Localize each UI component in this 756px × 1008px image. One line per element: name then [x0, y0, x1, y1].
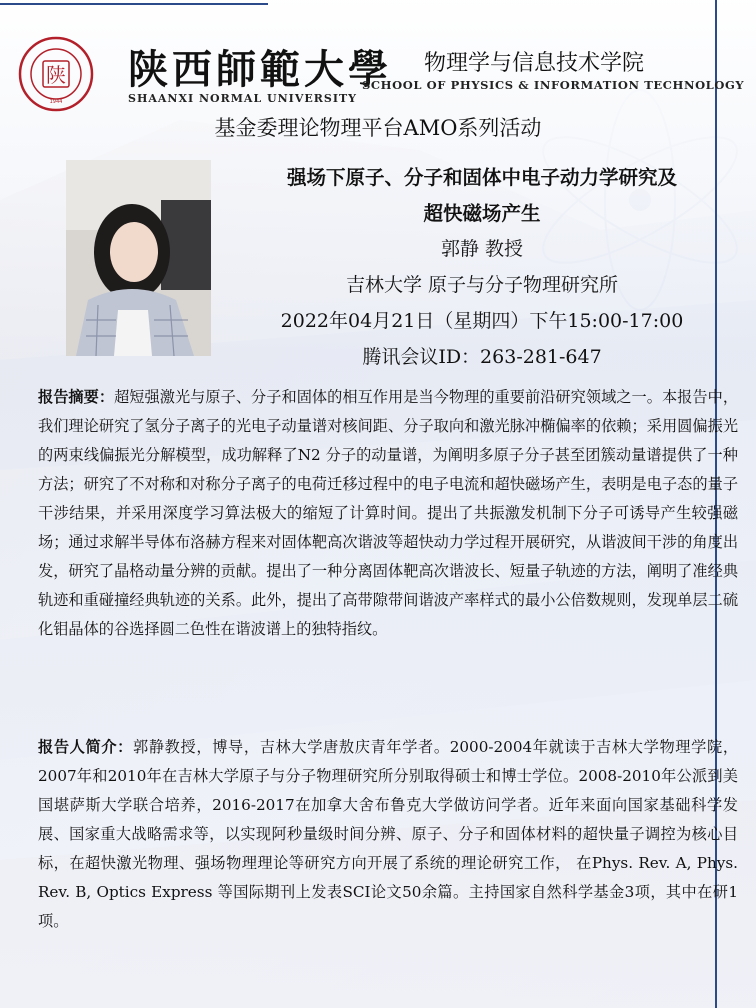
talk-datetime: 2022年04月21日（星期四）下午15:00-17:00 [280, 310, 684, 332]
speaker-name: 郭静 教授 [440, 238, 524, 260]
bio-section [38, 733, 738, 936]
school-name-cn: 物理学与信息技术学院 [424, 51, 645, 76]
bio-label: 报告人简介： [38, 738, 134, 756]
abstract-label: 报告摘要： [38, 388, 115, 406]
svg-text:陕: 陕 [46, 63, 66, 87]
university-name-en: SHAANXI NORMAL UNIVERSITY [128, 92, 358, 105]
talk-title-line1: 强场下原子、分子和固体中电子动力学研究及 [286, 166, 677, 189]
bio-text: 郭静教授，博导，吉林大学唐敖庆青年学者。2000-2004年就读于吉林大学物理学院， 2007年和2010年在吉林大学原子与分子物理研究所分别取得硕士和博士学位。2008-2010年公派到美国堪萨斯大学联合培养，2016-2017在加拿大舍布鲁克大学做访问学者。近年来面向国家基础科学发展、国家重大战略需求等，以实现阿秒量级时间分辨、原子、分子和固体材料的超快量子调控为核心目标，在超快激光物理、强场物理理论等研究方向开展了系统的理论研究工作， 在Phys. Rev. A, Phys. Rev. B, Optics Express 等国际期刊上发表SCI论文50余篇。主持国家自然科学基金3项，其中在研1项。 [38, 738, 739, 930]
abstract-text: 超短强激光与原子、分子和固体的相互作用是当今物理的重要前沿研究领域之一。本报告中，我们理论研究了氢分子离子的光电子动量谱对核间距、分子取向和激光脉冲椭偏率的依赖；采用圆偏振光的两束线偏振光分解模型，成功解释了N2 分子的动量谱，为阐明多原子分子甚至团簇动量谱提供了一种方法；研究了不对称和对称分子离子的电荷迁移过程中的电子电流和超快磁场产生，表明是电子态的量子干涉结果，并采用深度学习算法极大的缩短了计算时间。提出了共振激发机制下分子可诱导产生较强磁场；通过求解半导体布洛赫方程来对固体靶高次谐波等超快动力学过程开展研究，从谐波间干涉的角度出发，研究了晶格动量分辨的贡献。提出了一种分离固体靶高次谐波长、短量子轨迹的方法，阐明了准经典轨迹和重碰撞经典轨迹的关系。此外，提出了高带隙带间谐波产率样式的最小公倍数规则，发现单层二硫化钼晶体的谷选择圆二色性在谐波谱上的独特指纹。 [38, 388, 739, 638]
university-name-cn: 陕西師範大學 [128, 46, 392, 93]
series-title: 基金委理论物理平台AMO系列活动 [214, 116, 542, 140]
abstract-section [38, 383, 738, 644]
university-seal-icon [18, 36, 94, 112]
school-name-en: SCHOOL OF PHYSICS & INFORMATION TECHNOLOGY [362, 78, 745, 92]
svg-text:1944: 1944 [49, 99, 63, 105]
speaker-photo [66, 160, 211, 356]
university-logo [18, 36, 392, 116]
speaker-affiliation: 吉林大学 原子与分子物理研究所 [345, 274, 619, 296]
meeting-id: 腾讯会议ID：263-281-647 [362, 346, 602, 368]
talk-title-line2: 超快磁场产生 [423, 202, 541, 225]
